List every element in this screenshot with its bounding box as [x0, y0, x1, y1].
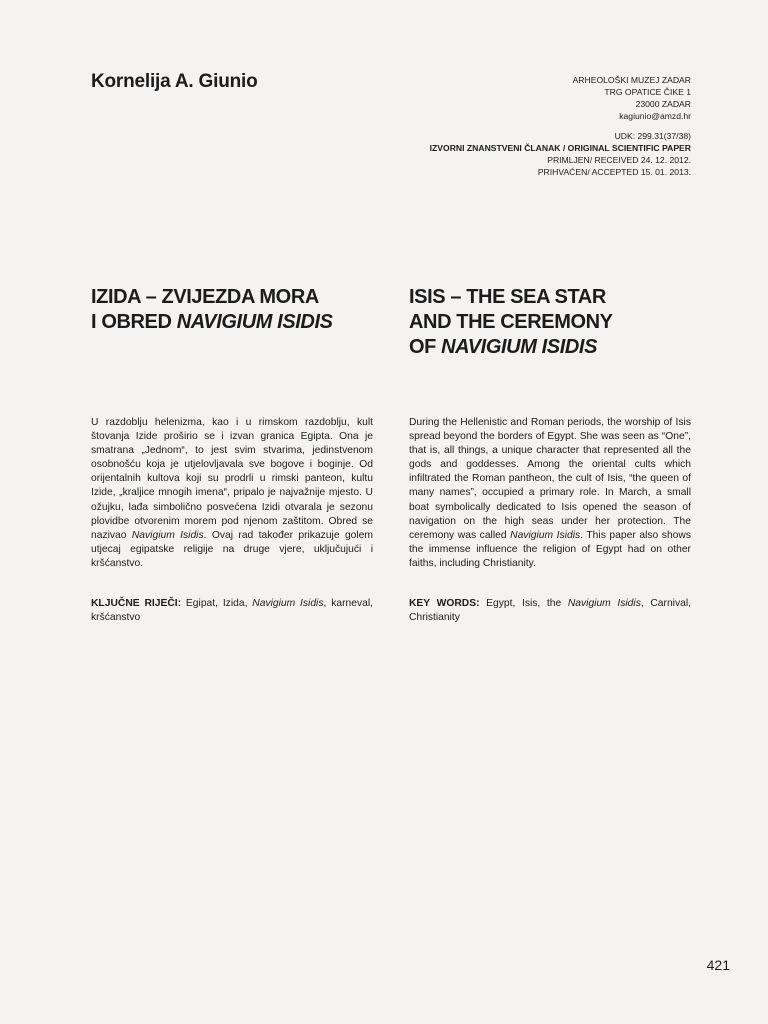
title-croatian	[91, 285, 333, 335]
article-type: IZVORNI ZNANSTVENI ČLANAK / ORIGINAL SCIENTIFIC PAPER	[429, 143, 691, 153]
abstract-croatian-text-end: . Ovaj rad također prikazuje golem utjecaj egipatske religije na druge vjere, uključujući i kršćanstvo.	[91, 529, 373, 569]
title-english-prefix: OF	[409, 336, 442, 358]
affiliation-institution: ARHEOLOŠKI MUZEJ ZADAR	[572, 75, 691, 85]
keywords-english-text: Egypt, Isis, the	[479, 598, 568, 609]
title-english-line-2: AND THE CEREMONY	[409, 311, 613, 333]
affiliation-block	[331, 74, 691, 122]
keywords-english-italic: Navigium Isidis	[567, 598, 641, 609]
title-english-line-1: ISIS – THE SEA STAR	[409, 286, 606, 308]
keywords-english-label: KEY WORDS:	[409, 598, 480, 609]
keywords-croatian-label: KLJUČNE RIJEČI:	[91, 598, 182, 609]
affiliation-email[interactable]: kagiunio@amzd.hr	[619, 111, 691, 121]
abstract-croatian	[91, 416, 373, 571]
abstract-croatian-italic: Navigium Isidis	[131, 529, 204, 541]
abstract-english	[409, 416, 691, 571]
keywords-english-text-end: , Carnival, Christianity	[409, 598, 691, 624]
keywords-croatian-italic: Navigium Isidis	[252, 598, 324, 609]
affiliation-street: TRG OPATICE ČIKE 1	[604, 87, 691, 97]
title-english	[409, 285, 613, 360]
keywords-croatian-text-end: , karneval, kršćanstvo	[91, 598, 373, 624]
abstract-english-text: During the Hellenistic and Roman periods, the worship of Isis spread beyond the borders of Egypt. She was seen as “One”, that is, all things, a unique character that represented all the gods and goddesses. Among the oriental cults which infiltrated the Roman pantheon, the cult of Isis, “the queen of many names”, occupied a primary role. In March, a small boat symbolically dedicated to Isis opened the season of navigation on the high seas under her protection. The ceremony was called	[409, 417, 691, 541]
title-english-italic: NAVIGIUM ISIDIS	[441, 336, 598, 358]
keywords-croatian-text: Egipat, Izida,	[181, 598, 253, 609]
page-number: 421	[706, 957, 730, 973]
abstract-croatian-text: U razdoblju helenizma, kao i u rimskom razdoblju, kult štovanja Izide proširio se i izvan granica Egipta. Ona je smatrana „Jednom“, to jest svim stvarima, jedinstvenom osobnošću koja je utjelovljavala sve bogove i boginje. Od orijentalnih kultova koji su prodrli u rimski panteon, kultu Izide, „kraljice mnogih imena“, pripalo je najvažnije mjesto. U ožujku, lađa simbolično posvećena Izidi otvarala je sezonu plovidbe otvorenim morem pod njenom zaštitom. Obred se nazivao	[91, 417, 373, 541]
title-croatian-line-2	[91, 310, 333, 335]
author-name: Kornelija A. Giunio	[91, 71, 258, 92]
affiliation-city: 23000 ZADAR	[635, 99, 691, 109]
accepted-date: PRIHVAĆEN/ ACCEPTED 15. 01. 2013.	[537, 167, 691, 177]
abstract-english-text-end: . This paper also shows the immense influence the religion of Egypt had on other faiths, including Christianity.	[409, 529, 691, 569]
title-croatian-line-1: IZIDA – ZVIJEZDA MORA	[91, 286, 319, 308]
article-metadata	[271, 130, 691, 178]
abstract-english-italic: Navigium Isidis	[510, 529, 581, 541]
keywords-english	[409, 597, 691, 625]
keywords-croatian	[91, 597, 373, 625]
received-date: PRIMLJEN/ RECEIVED 24. 12. 2012.	[547, 155, 691, 165]
title-english-line-3	[409, 335, 613, 360]
title-croatian-italic: NAVIGIUM ISIDIS	[176, 311, 333, 333]
udk-code: UDK: 299.31(37/38)	[614, 131, 691, 141]
title-croatian-prefix: I OBRED	[91, 311, 177, 333]
